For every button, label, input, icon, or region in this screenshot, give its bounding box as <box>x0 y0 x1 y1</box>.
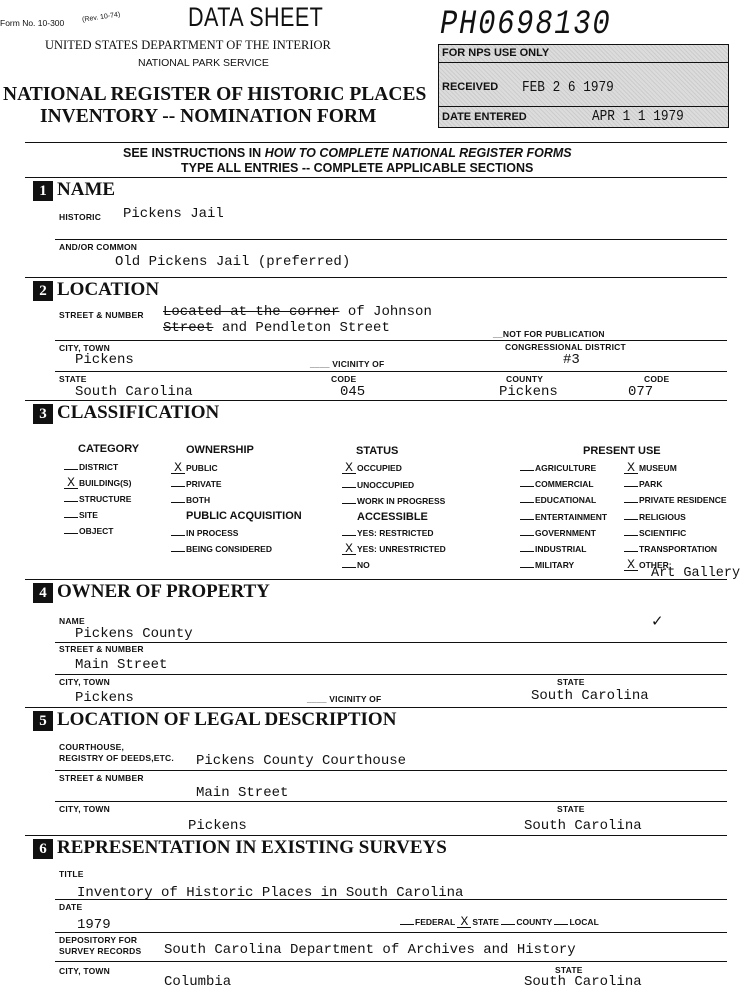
location-code2-value: 077 <box>628 384 654 400</box>
checkbox-mark <box>520 502 534 503</box>
depository-label-line1: DEPOSITORY FOR <box>59 935 138 945</box>
location-county-value: Pickens <box>499 384 558 400</box>
checkbox-mark <box>171 551 185 552</box>
depository-value: South Carolina Department of Archives and History <box>164 942 576 958</box>
received-stamp: FEB 2 6 1979 <box>522 79 614 96</box>
section-1-title: NAME <box>57 179 116 200</box>
ownership-heading: OWNERSHIP <box>186 444 254 456</box>
section-3-title: CLASSIFICATION <box>57 402 220 423</box>
historic-value: Pickens Jail <box>123 206 224 222</box>
option-label: BOTH <box>186 495 211 505</box>
legal-street-value: Main Street <box>196 785 289 801</box>
present-use-option <box>520 479 594 489</box>
owner-street-value: Main Street <box>75 657 168 673</box>
present-use-option <box>624 495 727 505</box>
checkbox-mark <box>520 486 534 487</box>
section-1-number: 1 <box>33 181 53 201</box>
checkbox-mark: X <box>342 544 356 555</box>
accessible-heading: ACCESSIBLE <box>357 511 428 523</box>
survey-date-label: DATE <box>59 902 83 912</box>
legal-state-value: South Carolina <box>524 818 642 834</box>
section-2-number: 2 <box>33 281 53 301</box>
owner-vicinity-label: ____ VICINITY OF <box>307 694 382 704</box>
section-2-title: LOCATION <box>57 279 160 300</box>
checkbox-mark <box>64 501 78 502</box>
present-use-heading: PRESENT USE <box>583 445 661 457</box>
checkbox-mark <box>520 519 534 520</box>
option-label: NO <box>357 560 370 570</box>
checkbox-mark <box>64 469 78 470</box>
handwritten-id: PH0698130 <box>440 6 612 44</box>
option-label: STRUCTURE <box>79 494 132 504</box>
checkbox-mark <box>342 535 356 536</box>
checkbox-mark <box>171 486 185 487</box>
checkbox-mark: X <box>342 463 356 474</box>
status-option <box>342 496 445 506</box>
survey-state-value: South Carolina <box>524 974 642 990</box>
owner-state-value: South Carolina <box>531 688 649 704</box>
checkbox-mark <box>342 567 356 568</box>
option-label: RELIGIOUS <box>639 511 686 522</box>
instructions-line1: SEE INSTRUCTIONS IN HOW TO COMPLETE NATIONAL REGISTER FORMS <box>123 146 572 160</box>
survey-state-label: STATE <box>555 965 583 975</box>
present-use-option <box>520 528 596 538</box>
survey-date-value: 1979 <box>77 917 111 933</box>
section-5-title: LOCATION OF LEGAL DESCRIPTION <box>57 709 397 730</box>
present-use-option <box>624 528 686 538</box>
checkbox-mark: X <box>624 463 638 474</box>
present-use-option <box>520 495 596 505</box>
option-label: WORK IN PROGRESS <box>357 496 446 506</box>
option-label: AGRICULTURE <box>535 463 597 473</box>
section-5-number: 5 <box>33 711 53 731</box>
accessible-option <box>342 560 370 570</box>
status-option <box>342 480 414 490</box>
section-6-title: REPRESENTATION IN EXISTING SURVEYS <box>57 837 447 858</box>
legal-street-label: STREET & NUMBER <box>59 773 144 783</box>
owner-name-value: Pickens County <box>75 626 193 642</box>
option-label: BEING CONSIDERED <box>186 544 272 554</box>
option-label: MUSEUM <box>639 463 677 473</box>
option-label: BUILDING(S) <box>79 478 132 488</box>
ownership-option <box>171 495 210 505</box>
historic-label: HISTORIC <box>59 212 102 222</box>
location-city-label: CITY, TOWN <box>59 343 110 353</box>
other-use-value: Art Gallery <box>651 566 741 581</box>
courthouse-label-line2: REGISTRY OF DEEDS,ETC. <box>59 753 174 763</box>
ownership-option <box>171 479 222 489</box>
option-label: YES: RESTRICTED <box>357 528 434 538</box>
checkbox-mark <box>520 551 534 552</box>
option-label: PRIVATE RESIDENCE <box>639 495 727 506</box>
common-name-label: AND/OR COMMON <box>59 242 138 252</box>
service-name: NATIONAL PARK SERVICE <box>138 57 269 69</box>
checkbox-mark: X <box>624 560 638 571</box>
owner-city-label: CITY, TOWN <box>59 677 110 687</box>
data-sheet-title: DATA SHEET <box>188 2 324 32</box>
present-use-option <box>520 463 596 473</box>
location-vicinity-label: ____ VICINITY OF <box>310 359 385 369</box>
ownership-option <box>171 460 218 475</box>
status-heading: STATUS <box>356 445 399 457</box>
owner-checkmark-icon: ✓ <box>651 613 664 630</box>
checkbox-mark <box>64 517 78 518</box>
option-label: PRIVATE <box>186 479 222 489</box>
public-acquisition-option <box>171 528 238 538</box>
option-label: MILITARY <box>535 560 575 571</box>
survey-title-value: Inventory of Historic Places in South Carolina <box>77 885 464 901</box>
checkbox-mark <box>624 519 638 520</box>
survey-level-options: FEDERAL X STATE COUNTY LOCAL <box>400 917 599 928</box>
owner-name-label: NAME <box>59 616 85 626</box>
category-option <box>64 526 113 536</box>
option-label: OBJECT <box>79 526 114 536</box>
option-label: GOVERNMENT <box>535 527 596 538</box>
owner-city-value: Pickens <box>75 690 134 706</box>
option-label: OCCUPIED <box>357 463 402 473</box>
section-4-number: 4 <box>33 583 53 603</box>
form-title-line2: INVENTORY -- NOMINATION FORM <box>40 106 377 127</box>
checkbox-mark: X <box>64 478 78 489</box>
checkbox-mark <box>624 551 638 552</box>
congressional-district-label: CONGRESSIONAL DISTRICT <box>505 342 626 352</box>
location-code2-label: CODE <box>644 374 670 384</box>
legal-city-label: CITY, TOWN <box>59 804 110 814</box>
instructions-line2: TYPE ALL ENTRIES -- COMPLETE APPLICABLE SECTIONS <box>181 161 534 175</box>
category-option <box>64 475 132 490</box>
checkbox-mark <box>624 486 638 487</box>
present-use-option <box>624 512 686 522</box>
courthouse-label-line1: COURTHOUSE, <box>59 742 125 752</box>
nps-heading: FOR NPS USE ONLY <box>442 47 550 59</box>
checkbox-mark <box>342 487 356 488</box>
depository-label-line2: SURVEY RECORDS <box>59 946 142 956</box>
option-label: UNOCCUPIED <box>357 479 415 490</box>
checkbox-mark <box>520 567 534 568</box>
section-4-title: OWNER OF PROPERTY <box>57 581 270 602</box>
option-label: SITE <box>79 510 98 520</box>
category-option <box>64 510 98 520</box>
survey-city-value: Columbia <box>164 974 232 990</box>
accessible-option <box>342 541 446 556</box>
owner-street-label: STREET & NUMBER <box>59 644 144 654</box>
option-label: DISTRICT <box>79 462 119 472</box>
status-option <box>342 460 402 475</box>
checkbox-mark <box>171 535 185 536</box>
public-acquisition-heading: PUBLIC ACQUISITION <box>186 510 302 522</box>
present-use-option <box>624 479 662 489</box>
option-label: OTHER: <box>639 560 672 571</box>
category-option <box>64 494 131 504</box>
survey-city-label: CITY, TOWN <box>59 966 110 976</box>
checkbox-mark <box>64 533 78 534</box>
checkbox-mark <box>624 535 638 536</box>
option-label: PARK <box>639 479 663 490</box>
option-label: IN PROCESS <box>186 528 239 538</box>
location-state-value: South Carolina <box>75 384 193 400</box>
option-label: COMMERCIAL <box>535 479 594 490</box>
location-street-line2: Street and Pendleton Street <box>163 320 390 336</box>
location-code-value: 045 <box>340 384 366 400</box>
section-6-number: 6 <box>33 839 53 859</box>
form-title-line1: NATIONAL REGISTER OF HISTORIC PLACES <box>3 84 427 105</box>
form-number: Form No. 10-300 <box>0 18 65 28</box>
option-label: INDUSTRIAL <box>535 544 587 554</box>
location-state-label: STATE <box>59 374 87 384</box>
present-use-option <box>520 560 574 570</box>
section-3-number: 3 <box>33 404 53 424</box>
present-use-option <box>624 460 677 475</box>
option-label: TRANSPORTATION <box>639 544 718 554</box>
congressional-district-value: #3 <box>563 352 580 368</box>
date-entered-stamp: APR 1 1 1979 <box>592 108 684 125</box>
not-for-publication: __NOT FOR PUBLICATION <box>493 329 605 339</box>
location-street-label: STREET & NUMBER <box>59 310 144 320</box>
date-entered-label: DATE ENTERED <box>442 111 527 123</box>
common-name-value: Old Pickens Jail (preferred) <box>115 254 351 270</box>
option-label: SCIENTIFIC <box>639 527 687 538</box>
public-acquisition-option <box>171 544 272 554</box>
received-label: RECEIVED <box>442 81 499 93</box>
checkbox-mark <box>342 503 356 504</box>
option-label: PUBLIC <box>186 463 218 473</box>
location-street-line1: Located at the corner of Johnson <box>163 304 432 320</box>
accessible-option <box>342 528 434 538</box>
present-use-option <box>520 544 586 554</box>
option-label: ENTERTAINMENT <box>535 511 608 522</box>
department-name: UNITED STATES DEPARTMENT OF THE INTERIOR <box>45 38 331 52</box>
survey-title-label: TITLE <box>59 869 84 879</box>
present-use-option <box>624 544 717 554</box>
location-city-value: Pickens <box>75 352 134 368</box>
checkbox-mark <box>520 535 534 536</box>
present-use-option <box>520 512 607 522</box>
legal-state-label: STATE <box>557 804 585 814</box>
checkbox-mark <box>171 502 185 503</box>
checkbox-mark: X <box>171 463 185 474</box>
courthouse-value: Pickens County Courthouse <box>196 753 407 769</box>
option-label: EDUCATIONAL <box>535 495 597 506</box>
checkbox-mark <box>520 470 534 471</box>
owner-state-label: STATE <box>557 677 585 687</box>
location-county-label: COUNTY <box>506 374 544 384</box>
option-label: YES: UNRESTRICTED <box>357 544 446 554</box>
location-code-label: CODE <box>331 374 357 384</box>
checkbox-mark <box>624 502 638 503</box>
legal-city-value: Pickens <box>188 818 247 834</box>
category-heading: CATEGORY <box>78 443 140 455</box>
category-option <box>64 462 118 472</box>
form-revision: (Rev. 10-74) <box>81 11 121 24</box>
